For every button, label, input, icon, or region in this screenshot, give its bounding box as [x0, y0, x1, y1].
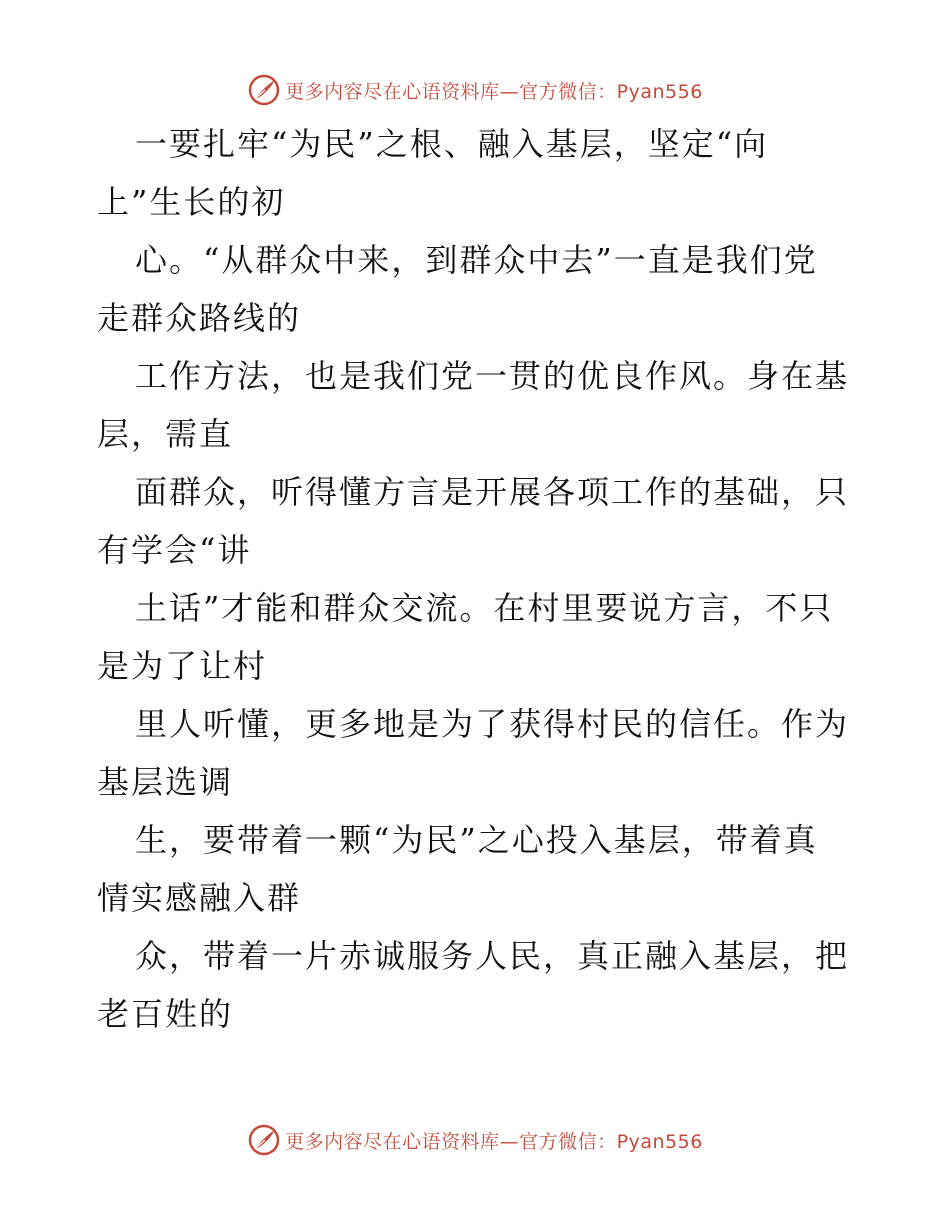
header-banner: [0, 70, 950, 110]
body-line: 土话”才能和群众交流。在村里要说方言，不只: [135, 589, 834, 627]
body-line: 一要扎牢“为民”之根、融入基层，坚定“向: [135, 125, 769, 163]
footer-banner: [0, 1120, 950, 1160]
body-line: 走群众路线的: [97, 299, 302, 337]
body-line: 上”生长的初: [97, 183, 286, 221]
body-line: 层，需直: [97, 415, 234, 453]
body-line: 老百姓的: [97, 995, 234, 1033]
body-line: 面群众，听得懂方言是开展各项工作的基础，只: [135, 473, 850, 511]
body-line: 心。“从群众中来，到群众中去”一直是我们党: [135, 241, 818, 279]
feather-pen-logo-icon: [247, 1123, 281, 1157]
body-line: 情实感融入群: [97, 879, 302, 917]
body-line: 生，要带着一颗“为民”之心投入基层，带着真: [135, 821, 818, 859]
body-line: 工作方法，也是我们党一贯的优良作风。身在基: [135, 357, 850, 395]
document-body: [97, 115, 857, 1043]
body-line: 是为了让村: [97, 647, 268, 685]
body-line: 有学会“讲: [97, 531, 252, 569]
feather-pen-logo-icon: [247, 73, 281, 107]
body-line: 基层选调: [97, 763, 234, 801]
body-line: 众，带着一片赤诚服务人民，真正融入基层，把: [135, 937, 850, 975]
body-line: 里人听懂，更多地是为了获得村民的信任。作为: [135, 705, 850, 743]
header-banner-text: 更多内容尽在心语资料库—官方微信：Pyan556: [285, 80, 703, 103]
footer-banner-text: 更多内容尽在心语资料库—官方微信：Pyan556: [285, 1130, 703, 1153]
